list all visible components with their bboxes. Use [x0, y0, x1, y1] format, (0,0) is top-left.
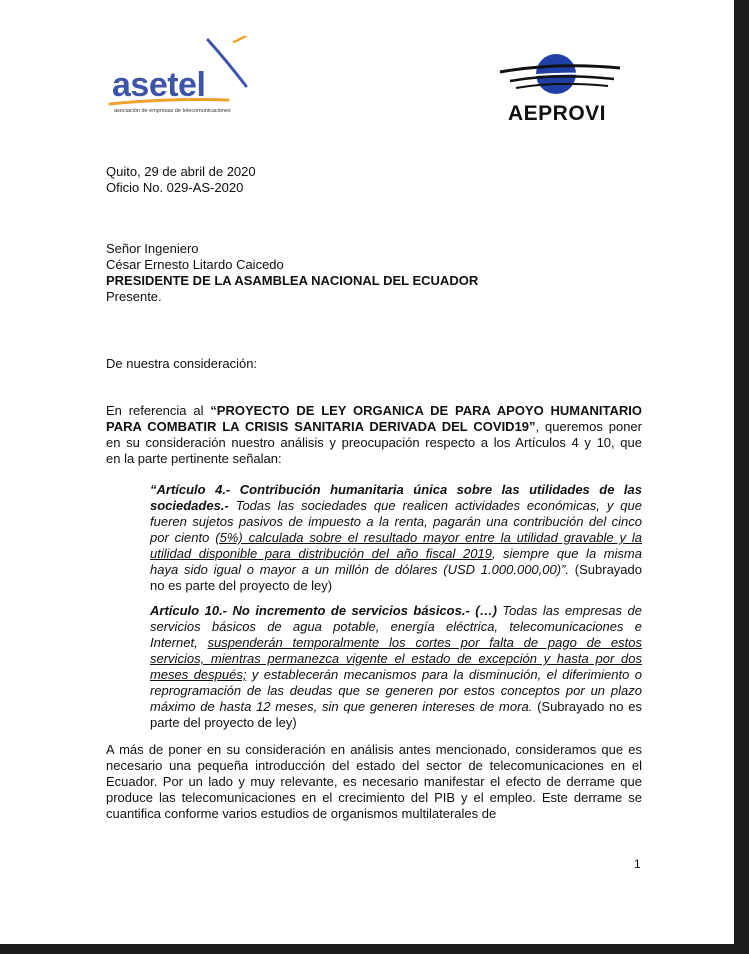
article-10-heading: Artículo 10.- No incremento de servicios básicos.- (…) [150, 603, 497, 618]
date-line: Quito, 29 de abril de 2020 [106, 164, 256, 179]
intro-line-4: en la parte pertinente señalan: [106, 451, 282, 466]
article-4-text: por ciento [150, 530, 216, 545]
article-10-quote [150, 603, 642, 731]
article-4-underlined: (5%) calculada sobre el resultado mayor entre la utilidad gravable y la [215, 530, 642, 545]
article-4-line-5 [150, 546, 642, 562]
page-number: 1 [634, 857, 641, 871]
recipient-block [106, 241, 606, 305]
article-4-text: , siempre que la misma [491, 546, 642, 561]
letter-header [106, 164, 506, 196]
article-10-underlined: suspenderán temporalmente los cortes por falta de pago de estos [207, 635, 642, 650]
office-number: Oficio No. 029-AS-2020 [106, 180, 244, 195]
article-4-quote [150, 482, 642, 594]
article-10-line-8: parte del proyecto de ley) [150, 715, 297, 730]
article-4-heading: “Artículo 4.- Contribución humanitaria única sobre las utilidades de las [150, 482, 642, 497]
article-10-line-6: reprogramación de las deudas que se generen por estos conceptos por un plazo [150, 683, 642, 698]
dark-border-right [734, 0, 749, 954]
salutation-text: De nuestra consideración: [106, 356, 258, 371]
article-4-line-3: fueren sujetos pasivos de impuesto a la renta, pagarán una contribución del cinco [150, 514, 642, 529]
asetel-logo [108, 36, 258, 122]
article-10-line-5 [150, 667, 642, 683]
article-4-line-6 [150, 562, 642, 578]
bill-title-part-1: “PROYECTO DE LEY ORGANICA DE PARA APOYO HUMANITARIO [210, 403, 642, 418]
recipient-title: Señor Ingeniero [106, 241, 199, 256]
closing-line-3: Ecuador. Por un lado y muy relevante, es necesario manifestar el efecto de derrame que [106, 774, 642, 789]
intro-line-3: en su consideración nuestro análisis y preocupación respecto a los Artículos 4 y 10, que [106, 435, 642, 450]
article-10-underlined: meses después; [150, 667, 247, 682]
article-10-text: máximo de hasta 12 meses, sin que generen intereses de mora. [150, 699, 533, 714]
article-10-line-7 [150, 699, 642, 715]
closing-line-4: produce las telecomunicaciones en el crecimiento del PIB y el empleo. Este derrame se [106, 790, 642, 805]
article-10-text: y establecerán mecanismos para la disminución, el diferimiento o [246, 667, 642, 682]
dark-border-bottom [0, 944, 749, 954]
closing-line-5: cuantifica conforme varios estudios de organismos multilaterales de [106, 806, 497, 821]
article-4-underlined: utilidad disponible para distribución del año fiscal 2019 [150, 546, 492, 561]
article-10-line-4: servicios, mientras permanezca vigente el estado de excepción y hasta por dos [150, 651, 642, 666]
intro-paragraph [106, 403, 642, 467]
article-10-text: Todas las empresas de [496, 603, 642, 618]
article-4-line-7: no es parte del proyecto de ley) [150, 578, 333, 593]
asetel-subtitle: asociación de empresas de telecomunicaciones [114, 108, 231, 114]
recipient-presente: Presente. [106, 289, 162, 304]
closing-line-2: necesario una pequeña introducción del estado del sector de telecomunicaciones en el [106, 758, 642, 773]
article-4-line-4 [150, 530, 642, 546]
article-4-line-2 [150, 498, 642, 514]
article-4-text: haya sido igual o mayor a un millón de dólares (USD 1.000.000,00)”. [150, 562, 570, 577]
article-4-text: Todas las sociedades que realicen actividades económicas, y que [228, 498, 642, 513]
article-10-note: (Subrayado no es [532, 699, 643, 714]
intro-text: En referencia al [106, 403, 211, 418]
article-4-heading-end: sociedades.- [150, 498, 229, 513]
closing-line-1: A más de poner en su consideración en análisis antes mencionado, consideramos que es [106, 742, 642, 757]
recipient-name: César Ernesto Litardo Caicedo [106, 257, 284, 272]
asetel-wordmark: asetel [112, 66, 206, 104]
bill-title-part-2: PARA COMBATIR LA CRISIS SANITARIA DERIVADA DEL COVID19” [106, 419, 536, 434]
aeprovi-logo [496, 48, 626, 128]
article-10-line-3 [150, 635, 642, 651]
article-10-text: Internet, [150, 635, 208, 650]
aeprovi-wordmark: AEPROVI [508, 102, 607, 125]
article-10-line-1 [150, 603, 642, 619]
article-10-line-2: servicios básicos de agua potable, energía eléctrica, telecomunicaciones e [150, 619, 642, 634]
intro-text: , queremos poner [535, 419, 642, 434]
recipient-position: PRESIDENTE DE LA ASAMBLEA NACIONAL DEL ECUADOR [106, 273, 479, 288]
intro-line-1 [106, 403, 642, 419]
closing-paragraph [106, 742, 642, 822]
aeprovi-globe-icon [496, 48, 626, 104]
intro-line-2 [106, 419, 642, 435]
article-4-note: (Subrayado [569, 562, 642, 577]
salutation [106, 356, 506, 372]
